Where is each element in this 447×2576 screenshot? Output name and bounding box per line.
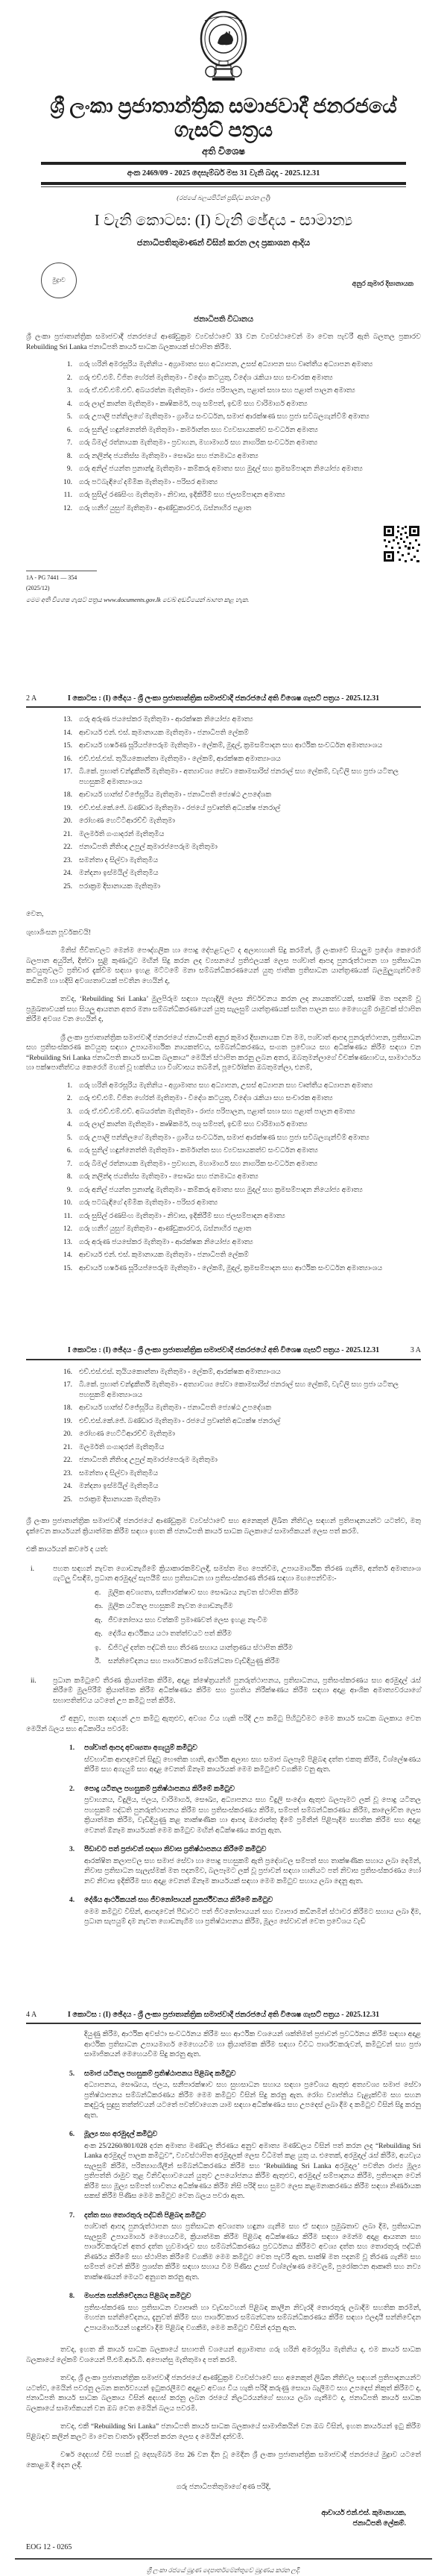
member-item xyxy=(56,1212,421,1222)
signature-block xyxy=(26,2508,421,2529)
member-text: රෝහණ හෙට්ටිආරච්චි මැතිතුමා xyxy=(79,1430,175,1438)
subitem-letter: ආ. xyxy=(95,1603,104,1610)
page-2 xyxy=(0,694,447,1275)
subitem-text: ජීවනෝපාය සහ වත්කම් ප්‍රමාණවත් ලෙස ඉහළ නැංවීම xyxy=(108,1616,267,1624)
member-text: එච්.එස්.එස්. තුයියකොන්තා මැතිතුමා - ලේකම්, ආරක්ෂක අමාත්‍යාංශය xyxy=(79,755,281,763)
task-subitem xyxy=(95,1644,421,1654)
seal-label: මුද්‍රාව xyxy=(52,276,66,283)
member-number: 4. xyxy=(66,400,72,408)
running-header-title: I කොටස : (I) ඡේදය - ශ්‍රී ලංකා ප්‍රජාතාන්ත්‍රික සමාජවාදී ජනරජයේ අති විශෙෂ ගැසට් පත්‍රය - 2025.12.31 xyxy=(67,694,380,703)
member-item xyxy=(56,1417,421,1427)
member-number: 20. xyxy=(63,817,72,825)
member-number: 8. xyxy=(66,1173,72,1181)
signer-name: ආචාර්ය එන්.එස්. කුමානායක, xyxy=(321,2509,406,2517)
member-number: 5. xyxy=(66,413,72,421)
member-text: ආචාර්ය හාන්ස් විජේසූරිය මැතිතුමා - ජනාධිපති ජ්‍යෙෂ්ඨ උපදේශක xyxy=(79,791,272,799)
task-subitem xyxy=(95,1657,421,1668)
member-text: ගරු සුනිල් හඳුන්නෙත්ති මැතිතුමා - කර්මාන්ත සහ ව්‍යවසායකත්ව සංවර්ධන අමාත්‍ය xyxy=(79,426,318,434)
issue-rule-bottom xyxy=(41,183,406,187)
gazette-title: ශ්‍රී ලංකා ප්‍රජාතාන්ත්‍රික සමාජවාදී ජනරජයේ ගැසට් පත්‍රය xyxy=(50,94,397,141)
member-number: 21. xyxy=(63,1443,72,1451)
closing-para1: තවද, ඉහත කී කාර්ය සාධක බලකායේ සභාපති වශයෙන් අග්‍රාමාත්‍ය ගරු හරිනි අමරසූරිය මැතිනිය ද, එම කාර්ය සාධක බලකායේ ලේකම් වශයෙන් පී.එම්.ආර්.බී. අපොන්සු මැතිතුමා ද පත් කරමි. xyxy=(26,2346,421,2364)
member-item xyxy=(56,439,421,449)
subcommittee-number: 5. xyxy=(69,2070,75,2078)
member-number: 12. xyxy=(63,504,72,512)
subcommittee-heading xyxy=(69,1744,421,1754)
member-number: 8. xyxy=(66,452,72,460)
member-number: 13. xyxy=(63,716,72,723)
member-number: 6. xyxy=(66,1147,72,1155)
subcommittee-heading xyxy=(69,2070,421,2080)
subcommittee xyxy=(69,2130,421,2202)
page-number: 3 A xyxy=(410,1346,421,1354)
subcommittee-body: අධ්‍යාපනය, සෞඛ්‍යය, ජලය, සනීපාරක්ෂාව සහ සුභසාධන සහාය සඳහා ප්‍රවේශය ඇතුළු අත්‍යවශ්‍ය සමාජ සේවා ප්‍රතිෂ්ඨාපනය සම්බන්ධීකරණය කිරීම මෙම කමිටුව විසින් සිදු කරනු ඇත. රෝග ව්‍යාප්තිය වැළැක්වීම සහ සහන කඳවුරු සුදුසු තත්ත්වයන් යටතේ පවත්වාගෙන යාම සඳහා අධීක්ෂණය සහ උපදෙස් ලබා දීම ද කමිටුව විසින් සිදු කරනු ඇත. xyxy=(84,2082,421,2120)
member-item xyxy=(56,1146,421,1157)
member-number: 18. xyxy=(63,791,72,799)
member-number: 16. xyxy=(63,755,72,763)
category-heading: ජනාධිපතිතුමාණන් විසින් කරන ලද ප්‍රකාශන ආදිය xyxy=(136,239,311,248)
subcommittee-body: ආරක්ෂිත කලාපවල සහ සමාජ සේවා හා පොදු පහසුකම් ඇති ප්‍රදේශවල සම්පත් සහ තාක්ෂණික සහාය ලබා දෙමින්, නිවාස ප්‍රතිසාධන සැලැස්මක් මත පදනම්ව, බලපෑමට ලක් වූ ප්‍රජාවන් සඳහා හානියට පත් නිවාස ප්‍රතිසංස්කරණය හෝ නව නිවාස ඉදිකිරීම සහ අදාළ වෙනත් ඕනෑම කාර්යයක් සඳහා මෙම කමිටුව සහාය ලබා දෙනු ඇත. xyxy=(84,1857,421,1885)
by-order-line: ගරු ජනාධිපතිතුමාගේ අණ පරිදි, xyxy=(176,2484,271,2491)
member-item xyxy=(56,465,421,475)
member-number: 15. xyxy=(63,742,72,750)
subitem-letter: ඇ. xyxy=(95,1616,103,1624)
download-note: මෙම අති විශෙෂ ගැසට් පත්‍රය www.documents.gov.lk වෙබ් අඩවියෙන් බාගත කළ හැක. xyxy=(26,596,250,603)
member-text: සමන්තා ද සිල්වා මැතිතුමිය xyxy=(79,856,159,864)
member-text: ගරු ලාල් කාන්ත මැතිතුමා - කෘෂිකර්ම, පශු සම්පත්, ඉඩම් සහ වාරිමාර්ග අමාත්‍ය xyxy=(79,1121,308,1128)
member-text: ගරු එච්.එම්. විජිත හේරත් මැතිතුමා - විදේශ කටයුතු, විදේශ රැකියා සහ සංචාරක අමාත්‍ය xyxy=(79,374,333,382)
directive-intro: ශ්‍රී ලංකා ප්‍රජාතාන්ත්‍රික සමාජවාදී ජනරජයේ ආණ්ඩුක්‍රම ව්‍යවස්ථාවේ 33 වන ව්‍යවස්ථාවෙන් මා වෙත පැවරී ඇති බලතල ප්‍රකාරව Rebuilding Sri Lanka ජනාධිපති කාර්ය සාධක බලකායක් ස්ථාපිත කිරීම. xyxy=(26,333,421,351)
subcommittee-heading xyxy=(69,2130,421,2140)
subcommittee xyxy=(69,1744,421,1776)
member-number: 25. xyxy=(63,882,72,890)
member-item xyxy=(56,360,421,371)
president-name: අනුර කුමාර දිසානායක xyxy=(352,279,413,287)
member-item xyxy=(56,1469,421,1480)
footnote-ref: 1A - PG 7441 — 354 (2025/12) xyxy=(26,571,97,593)
member-text: ගරු උපාලි පන්නිලගේ මැතිතුමා - ග්‍රාමීය සංවර්ධන, සමාජ ආරක්ෂණ සහ ප්‍රජා සවිබලගැන්වීම් අමාත්‍ය xyxy=(79,1134,370,1142)
member-item xyxy=(56,1404,421,1414)
member-text: ගරු හරිනි අමරසූරිය මැතිනිය - අග්‍රාමාත්‍ය සහ අධ්‍යාපන, උසස් අධ්‍යාපන සහ වෘත්තීය අධ්‍යාපන අමාත්‍ය xyxy=(79,361,373,368)
member-item xyxy=(56,374,421,384)
member-item xyxy=(56,817,421,827)
subcommittee xyxy=(69,2211,421,2284)
member-item xyxy=(56,869,421,879)
member-item xyxy=(56,791,421,801)
running-header-title: I කොටස : (I) ඡේදය - ශ්‍රී ලංකා ප්‍රජාතාන්ත්‍රික සමාජවාදී ජනරජයේ අති විශෙෂ ගැසට් පත්‍රය - 2025.12.31 xyxy=(67,1346,380,1354)
members-list-1-12 xyxy=(26,360,421,514)
member-item xyxy=(56,1251,421,1261)
task-text: පහත සඳහන් නැවත ගොඩනැගීමේ ක්‍රියාකාරකම්වලදී, සමස්ත මඟ පෙන්වීම, උපායමාර්ගික තීරණ ගැනීම, අන්තර් අමාත්‍යාංශ ගැටලු විසඳීම, ප්‍රධාන අරමුදල් සැපයීම් සහ ප්‍රතිසාධන හා ප්‍රතිසංස්කරණ තීරණ සඳහා මඟපෙන්වීම:- xyxy=(53,1565,421,1583)
subcommittee xyxy=(69,1785,421,1837)
subcommittee-body: ස්වභාවික ආපදාවෙන් සිදුවූ භෞතික හානි, ආර්ථික අලාභ සහ සමාජ බලපෑම් පිළිබඳ දත්ත එකතු කිරීම, විශ්ලේෂණය කිරීම සහ අගැයුම් සහ අදාළ වෙනත් ඕනෑම කාර්යයක් මෙම කමිටුවේ වගකීම වනු ඇත. xyxy=(84,1756,421,1774)
letter-para2: තවද, ‘Rebuilding Sri Lanka’ මුලපිරුම සඳහා පැහැදිලි ලෙස නිර්වචනය කරන ලද නායකත්වයක්, සාක්ෂි මත පදනම් වූ ප්‍රමුඛතාවයක් සහ සියලු ආයතන අතර මනා සම්බන්ධීකරණයෙන් යුතු සැලසුම් යාන්ත්‍රණයක් සහිත පාලන සහ මෙහෙයුම් රාමුවක් ස්ථාපිත කිරීම අවශ්‍ය වන හෙයින් ද, xyxy=(26,996,421,1023)
member-text: ගරු ඒ.එච්.එම්.එච්. අබයරත්න මැතිතුමා - රාජ්‍ය පරිපාලන, පළාත් සභා සහ පළාත් පාලන අමාත්‍ය xyxy=(79,1108,355,1116)
member-text: එච්.එස්.එස්. තුයියකොන්තා මැතිතුමා - ලේකම්, ආරක්ෂක අමාත්‍යාංශය xyxy=(79,1368,281,1376)
member-text: ගරු පටබැඳිගේ දම්මික මැතිතුමා - පරිසර අමාත්‍ය xyxy=(79,478,218,486)
member-item xyxy=(56,1186,421,1196)
imprint-rule xyxy=(15,2558,432,2560)
member-item xyxy=(56,1160,421,1170)
subcommittee-body: අංක 25/2260/801/028 දරන අමාත්‍ය මණ්ඩල තීරණය අනුව අමාත්‍ය මණ්ඩලය විසින් පත් කරන ලද “Rebuilding Sri Lanka අරමුදල් පාලක කමිටුව”, ව්‍යවස්ථාපිත අරමුදලක් ලෙස විධිමත් කළ යුතු ය. එතෙක්, අරමුදල් රැස් කිරීම, අයවැය සැලසුම් කිරීම, පරිත්‍යාගශීලීන් සම්බන්ධීකරණය කිරීම සහ ‘Rebuilding Sri Lanka අරමුදල’ පවතින රාජ්‍ය මූල්‍ය ප්‍රතිපත්ති රාමුව තුළ විනිවිදභාවයෙන් යුතුව උපයෝජනය කිරීම ඇතුළුව, අරමුදල් සම්පාදනය කිරීම, ප්‍රතිපාදන වෙන් කිරීම සහ මූල්‍ය සම්පත් භාවිතය අධීක්ෂණය කිරීම නිසි පරිදි සහ සුමට ලෙස කළමනාකරණය කිරීම සඳහා නිර්ණායක සකස් කිරීම පිණිස මෙම කමිටුව වෙත බලය පවරා ඇත. xyxy=(84,2142,421,2200)
member-number: 13. xyxy=(63,1238,72,1246)
member-number: 5. xyxy=(66,1134,72,1142)
member-item xyxy=(56,1264,421,1275)
member-text: ආචාර්ය හර්ෂණ සූරියප්පෙරුම මැතිතුමා - ලේකම්, මුදල්, ක්‍රමසම්පාදන සහ ආර්ථික සංවර්ධන අමාත්‍යාංශය xyxy=(79,1264,383,1272)
page-number: 2 A xyxy=(26,694,37,703)
member-item xyxy=(56,882,421,893)
member-item xyxy=(56,1443,421,1454)
member-text: බී.කේ. ප්‍රභාත් චන්ද්‍රකීර්ති මැතිතුමා - අත්‍යාවශ්‍ය සේවා කොමසාරිස් ජනරාල් සහ ලේකම්, වැවිලි සහ ප්‍රජා යටිතල පහසුකම් අමාත්‍යාංශය xyxy=(79,768,399,786)
member-number: 11. xyxy=(63,491,72,499)
member-text: ගරු සුසිල් රණසිංහ මැතිතුමා - නිවාස, ඉදිකිරීම් සහ ජලසම්පාදන අමාත්‍ය xyxy=(79,1212,285,1220)
subcommittee xyxy=(69,2070,421,2122)
member-item xyxy=(56,452,421,462)
subcommittee-4 xyxy=(69,1896,421,1928)
member-text: එච්.එස්.කේ.ජේ. බණ්ඩාර මැතිතුමා - රජයේ ප්‍රවෘත්ති අධ්‍යක්ෂ ජනරාල් xyxy=(79,804,281,812)
subcommittee-body: පශ්චාත් ආපදා පුනරුත්ථාපන සහ ප්‍රතිසාධන අවශ්‍යතා හඳුනා ගැනීම සහ ඒ සඳහා ප්‍රමුඛතාව ලබා දීම, ප්‍රතිසාධන සැලසුම් උපායමාර්ග මෙහෙයවීම, ක්‍රියාත්මක කිරීම පිළිබඳ අධීක්ෂණය කිරීම සඳහා මෙන්ම අදාළ ආයතන සහ පාර්ශ්වකරුවන් අතර දත්ත හුවමාරුව සහ සම්බන්ධීකරණය ප්‍රවර්ධනය කිරීමට අවශ්‍ය දත්ත සහ තොරතුරු පද්ධති නිර්ණය කිරීමේ සහ ස්ථාපිත කිරීමේ වගකීම මෙම කමිටුව වෙත පැවරී ඇත. සාක්ෂි මත පදනම් වූ තීරණ ගැනීම සහ සම්පත් වෙන් කිරීම ප්‍රශස්ත කිරීම සඳහා සහාය වීම පිණිස උසස් විශ්ලේෂණ මෙවලම්, පුරෝකථන ආකෘති සහ නව්‍ය තාක්ෂණයන් මෙයට අනුගත කරනු ඇත. xyxy=(84,2223,421,2281)
member-text: ගරු උපාලි පන්නිලගේ මැතිතුමා - ග්‍රාමීය සංවර්ධන, සමාජ ආරක්ෂණ සහ ප්‍රජා සවිබලගැන්වීම් අමාත්‍ය xyxy=(79,413,370,421)
letter-salutation: ශුභාශිංසන පූර්වකවයි! xyxy=(26,929,92,937)
member-number: 22. xyxy=(63,1457,72,1464)
member-number: 3. xyxy=(66,1108,72,1116)
member-number: 10. xyxy=(63,478,72,486)
member-item xyxy=(56,1495,421,1506)
member-item xyxy=(56,843,421,853)
member-item xyxy=(56,856,421,867)
member-number: 20. xyxy=(63,1430,72,1438)
subitem-letter: අ. xyxy=(95,1589,101,1597)
member-number: 6. xyxy=(66,426,72,434)
member-number: 18. xyxy=(63,1404,72,1412)
directive-heading: ජනාධිපති විධානය xyxy=(194,315,253,324)
member-number: 7. xyxy=(66,439,72,447)
subcommittee-title: මූල්‍ය සහ අරමුදල් කමිටුව xyxy=(84,2131,158,2138)
subcommittee-heading xyxy=(69,2292,421,2302)
running-header-title: I කොටස : (I) ඡේදය - ශ්‍රී ලංකා ප්‍රජාතාන්ත්‍රික සමාජවාදී ජනරජයේ අති විශෙෂ ගැසට් පත්‍රය - 2025.12.31 xyxy=(67,2010,380,2019)
member-number: 10. xyxy=(63,1199,72,1207)
member-item xyxy=(56,715,421,726)
member-text: ගරු අනිල් ජයන්ත ප්‍රනාන්දු මැතිතුමා - කම්කරු අමාත්‍ය සහ මුදල් සහ ක්‍රමසම්පාදන නියෝජ්‍ය අමාත්‍ය xyxy=(79,1186,363,1194)
subcommittee-heading xyxy=(69,1896,421,1906)
member-number: 1. xyxy=(66,1081,72,1090)
member-item xyxy=(56,830,421,841)
authority-note: (රජයේ බලයපිටින් ප්‍රසිද්ධ කරන ලදී) xyxy=(177,193,270,201)
page-3 xyxy=(0,1345,447,1928)
subcommittee-title: පීඩාවට පත් ප්‍රජාවන් සඳහා නිවාස ප්‍රතිෂ්ඨාපනය කිරීමේ කමිටුව xyxy=(84,1846,267,1853)
subcommittee xyxy=(69,1845,421,1887)
member-item xyxy=(56,729,421,739)
member-item xyxy=(56,1456,421,1466)
running-header-page4 xyxy=(26,2010,421,2025)
member-text: ගරු පටබැඳිගේ දම්මික මැතිතුමා - පරිසර අමාත්‍ය xyxy=(79,1199,218,1207)
issue-rule-top xyxy=(41,162,406,183)
member-item xyxy=(56,1368,421,1378)
page1-footnote xyxy=(26,571,421,606)
member-number: 17. xyxy=(63,768,72,776)
member-number: 9. xyxy=(66,1186,72,1194)
member-item xyxy=(56,1380,421,1401)
subitem-text: මූලික අවශ්‍යතා, සනීපාරක්ෂාව සහ සෞඛ්‍යය නැවත ස්ථාපිත කිරීම xyxy=(108,1589,299,1597)
member-text: ගරු සුනිල් හඳුන්නෙත්ති මැතිතුමා - කර්මාන්ත සහ ව්‍යවසායකත්ව සංවර්ධන අමාත්‍ය xyxy=(79,1147,318,1155)
subcommittees-5-8 xyxy=(26,2070,421,2334)
member-text: ගරු හනීෆ් යුසුෆ් මැතිතුමා - ආණ්ඩුකාරවර, බස්නාහිර පළාත xyxy=(79,504,252,512)
member-text: ජනාධිපති නීතිඥ උපුල් කුමාරප්පෙරුම මැතිතුමා xyxy=(79,844,218,851)
member-text: පරාක්‍රම දිසානායක මැතිතුමා xyxy=(79,1495,161,1504)
task-i xyxy=(26,1565,421,1585)
subcommittee-title: මහජන සන්නිවේදනය පිළිබඳ කමිටුව xyxy=(84,2293,191,2300)
member-text: ජනාධිපති නීතිඥ උපුල් කුමාරප්පෙරුම මැතිතුමා xyxy=(79,1457,218,1464)
member-item xyxy=(56,1482,421,1492)
member-text: ගරු ඒ.එච්.එම්.එච්. අබයරත්න මැතිතුමා - රාජ්‍ය පරිපාලන, පළාත් සභා සහ පළාත් පාලන අමාත්‍ය xyxy=(79,387,355,395)
member-text: ආචාර්ය හාන්ස් විජේසූරිය මැතිතුමා - ජනාධිපති ජ්‍යෙෂ්ඨ උපදේශක xyxy=(79,1404,272,1412)
member-item xyxy=(56,412,421,423)
members-list-13-25 xyxy=(26,715,421,892)
task-subitem xyxy=(95,1630,421,1640)
subcommittee-number: 6. xyxy=(69,2131,75,2138)
member-text: ගරු හරිනි අමරසූරිය මැතිනිය - අග්‍රාමාත්‍ය සහ අධ්‍යාපන, උසස් අධ්‍යාපන සහ වෘත්තීය අධ්‍යාපන අමාත්‍ය xyxy=(79,1081,373,1090)
member-number: 14. xyxy=(63,729,72,737)
member-text: ගරු අනිල් ජයන්ත ප්‍රනාන්දු මැතිතුමා - කම්කරු අමාත්‍ය සහ මුදල් සහ ක්‍රමසම්පාදන නියෝජ්‍ය අමාත්‍ය xyxy=(79,465,363,473)
member-number: 2. xyxy=(66,1095,72,1102)
member-number: 25. xyxy=(63,1495,72,1504)
member-number: 22. xyxy=(63,844,72,851)
closing-para2: තවද, ශ්‍රී ලංකා ප්‍රජාතාන්ත්‍රික සමාජවාදී ජනරජයේ ආණ්ඩුක්‍රම ව්‍යවස්ථාවේ සහ අනෙකුත් ලිඛිත නීතිවල සඳහන් ප්‍රතිපාදනයන්ට යටත්ව, මෙයින් පවරනු ලබන කර්තව්‍යයන් ඉටුකරලීමට අදාළව අවශ්‍ය විය හැකි පරිදි කරුණු සොයා බැලීමට සහ උපදෙස් නිකුත් කිරීමට ද, ජනාධිපති කාර්ය සාධක බලකාය විසින් අදහස් කරනු ලබන රජයේ නිලධරයන්ගේ සහාය ලබා ගැනීමට ද, ජනාධිපති කාර්ය සාධක බලකායේ සාමාජිකයන් වන ඔබ වෙත මෙයින් බලය පවරමි. xyxy=(26,2375,421,2413)
member-text: ආචාර්ය එන්. එස්. කුමානායක මැතිතුමා - ජනාධිපති ලේකම් xyxy=(79,1251,249,1259)
member-item xyxy=(56,1430,421,1440)
subcommittee-title: සමාජ යටිතල පහසුකම් ප්‍රතිෂ්ඨාපනය පිළිබඳ කමිටුව xyxy=(84,2070,236,2078)
member-text: ගරු සුසිල් රණසිංහ මැතිතුමා - නිවාස, ඉදිකිරීම් සහ ජලසම්පාදන අමාත්‍ය xyxy=(79,491,285,499)
member-text: ගරු නලින්ද ජයතිස්ස මැතිතුමා - සෞඛ්‍ය සහ ජනමාධ්‍ය අමාත්‍ය xyxy=(79,452,259,460)
subcommittee-number: 1. xyxy=(69,1744,75,1752)
member-item xyxy=(56,1238,421,1248)
letter-to: වෙත, xyxy=(26,911,44,918)
gazette-edition: අති විශෙෂ xyxy=(201,145,246,157)
subcommittee-heading xyxy=(69,1845,421,1856)
member-number: 19. xyxy=(63,804,72,812)
subcommittees-1-3 xyxy=(26,1744,421,1887)
subcommittee-title: දත්ත සහ තොරතුරු පද්ධති පිළිබඳ කමිටුව xyxy=(84,2211,206,2220)
member-text: ගරු ලාල් කාන්ත මැතිතුමා - කෘෂිකර්ම, පශු සම්පත්, ඉඩම් සහ වාරිමාර්ග අමාත්‍ය xyxy=(79,400,308,408)
subcommittee-heading xyxy=(69,1785,421,1795)
part-heading: I වැනි කොටස: (I) වැනි ඡේදය - සාමාන්‍ය xyxy=(94,211,353,229)
member-item xyxy=(56,767,421,788)
issue-number-line: අංක 2469/09 - 2025 දෙසැම්බර් මස 31 වැනි බදාදා - 2025.12.31 xyxy=(127,169,320,178)
member-text: සමන්තා ද සිල්වා මැතිතුමිය xyxy=(79,1469,159,1477)
member-item xyxy=(56,491,421,501)
presidential-seal xyxy=(41,263,77,298)
member-number: 7. xyxy=(66,1160,72,1168)
subitem-text: සන්නිවේදනය සහ පාර්ශවකාර සම්බන්ධතා වැඩිදියුණු කිරීම xyxy=(108,1658,280,1665)
subitem-letter: ඊ. xyxy=(95,1658,101,1665)
member-item xyxy=(56,1134,421,1144)
subitem-text: දේශීය ආර්ථිකය යථා තත්ත්වයට පත් කිරීම xyxy=(108,1630,232,1638)
subcommittees-intro: ඒ අනුව, පහත සඳහන් උප කමිටු ඇතුළුව, අවශ්‍ය විය හැකි පරිදි උප කමිටු පිහිටුවීමට මෙම කාර්ය සාධක බලකාය වෙත මෙයින් බලය සහ අධිකාරිය පවරමි: xyxy=(26,1715,421,1733)
qr-row xyxy=(26,524,421,563)
subcommittee-title: දේශීය ආර්ථිකයන් සහ ජීවනෝපායන් පුනර්ජීවනය කිරීමේ කමිටුව xyxy=(84,1897,273,1904)
member-item xyxy=(56,1225,421,1235)
signer-title: ජනාධිපති ලේකම්. xyxy=(352,2519,406,2528)
member-number: 1. xyxy=(66,361,72,368)
member-number: 2. xyxy=(66,374,72,382)
printer-imprint: ශ්‍රී ලංකා රජයේ මුද්‍රණ දෙපාර්තමේන්තුවේ මුද්‍රණය කරන ලදී. xyxy=(146,2566,301,2574)
subcommittee-4-continued: දියුණු කිරීම, ආර්ථික අවස්ථා සංවර්ධනය කිරීම සහ ආර්ථික වශයෙන් ශක්තිමත් ප්‍රජාවන් ප්‍රවර්ධනය කිරීම සඳහා අදාළ ආර්ථික ප්‍රතිසාධන උපායමාර්ග මෙහෙයවීම හා ක්‍රියාත්මක කිරීම සඳහා විවිධ පාර්ශ්වකරුවන්, කමිටුවන් සහ ප්‍රජා සාමාජිකයන් මෙහෙයවීම සිදු කරනු ඇත. xyxy=(84,2031,421,2058)
member-text: ගරු අරුණ ජයසේකර මැතිතුමා - ආරක්ෂක නියෝජ්‍ය අමාත්‍ය xyxy=(79,1238,253,1246)
closing-dated: වර්ෂ දෙදහස් විසි පහක් වූ දෙසැම්බර් මස 26 වන දින වූ මෙදින ශ්‍රී ලංකා ප්‍රජාතාන්ත්‍රික සමාජවාදී ජනරජයේ මුද්‍රාව යටතේ කොළඹ දී දෙන ලදී. xyxy=(26,2451,421,2469)
subcommittee xyxy=(69,2292,421,2334)
member-item xyxy=(56,1081,421,1092)
member-text: ගරු එච්.එම්. විජිත හේරත් මැතිතුමා - විදේශ කටයුතු, විදේශ රැකියා සහ සංචාරක අමාත්‍ය xyxy=(79,1095,333,1102)
member-text: මලර්මති ගංගාදරන් මැතිතුමිය xyxy=(79,830,165,838)
members-list-repeat-1-15 xyxy=(26,1081,421,1275)
subcommittee-number: 8. xyxy=(69,2293,75,2300)
tasks-intro: එකී කාර්යයන් කවරේ ද යත්: xyxy=(26,1546,108,1554)
letter-para3: ශ්‍රී ලංකා ප්‍රජාතාන්ත්‍රික සමාජවාදී ජනරජයේ ජනාධිපති අනුර කුමාර දිසානායක වන මම, පශ්චාත් ආපදා පුනරුත්ථාපන, ප්‍රතිසාධන සහ ප්‍රතිසංස්කරණ කටයුතු සඳහා උපායමාර්ගික නායකත්වය, සම්බන්ධීකරණය, සංගත ප්‍රවේශය සහ අධීක්ෂණය කිරීම සඳහා වන “Rebuilding Sri Lanka ජනාධිපති කාර්ය සාධක බලකාය” මෙයින් ස්ථාපිත කරනු ලබන අතර, ඔබතුමන්ලාගේ විචක්ෂණභාවය, සාමාර්ථ්‍යය හා පක්ෂපාතීත්වය කෙරෙහි මහත් වූ භක්තිය හා විශ්වාසය තබමින්, පූර්වෝක්ත ඔබතුමන්ලා, එනම්, xyxy=(26,1034,421,1072)
member-number: 14. xyxy=(63,1251,72,1259)
member-number: 11. xyxy=(63,1212,72,1220)
task-subitem xyxy=(95,1602,421,1612)
member-item xyxy=(56,755,421,765)
subitem-text: මූලික යටිතල පහසුකම් නැවත ගොඩනැගීම xyxy=(108,1603,233,1610)
member-text: බී.කේ. ප්‍රභාත් චන්ද්‍රකීර්ති මැතිතුමා - අත්‍යාවශ්‍ය සේවා කොමසාරිස් ජනරාල් සහ ලේකම්, වැවිලි සහ ප්‍රජා යටිතල පහසුකම් අමාත්‍යාංශය xyxy=(79,1381,399,1399)
national-emblem-icon xyxy=(26,0,421,91)
member-text: ගරු බිමල් රත්නායක මැතිතුමා - ප්‍රවාහන, මහාමාර්ග සහ නාගරික සංවර්ධන අමාත්‍ය xyxy=(79,1160,318,1168)
member-item xyxy=(56,1172,421,1183)
subcommittee-body: මෙම කමිටුව විසින්, ආපදාවෙන් පීඩාවට පත් ජීවනෝපායයන් සහ ව්‍යාපාර කඩිනමින් ස්ථාවර කිරීමට සහාය ලබා දීම, ප්‍රධාන සැපයුම් දාම නැවත ගොඩනැගීම හා ප්‍රතිෂ්ඨාපනය කිරීම, මූල්‍ය සේවාවන් වෙත ප්‍රවේශය වැඩි xyxy=(84,1908,421,1926)
member-number: 16. xyxy=(63,1368,72,1376)
member-number: 4. xyxy=(66,1121,72,1128)
member-text: මන්දනා ඉස්මයිල් මැතිතුමිය xyxy=(79,1483,159,1490)
page-1 xyxy=(0,0,447,606)
page-gap-3 xyxy=(0,1928,447,2010)
running-header-page3 xyxy=(26,1345,421,1360)
member-number: 17. xyxy=(63,1381,72,1389)
member-number: 23. xyxy=(63,856,72,864)
gazette-reference: EOG 12 - 0265 xyxy=(26,2542,72,2551)
subcommittee-body: ප්‍රවාහනය, විදුලිය, ජලය, වාරිමාර්ග, සෞඛ්‍ය, අධ්‍යාපනය සහ විදුලි සංදේශ ඇතුළු බලපෑමට ලක් වූ පොදු යටිතල පහසුකම් පද්ධති පුනරුත්ථාපනය කිරීම සහ ප්‍රතිසංස්කරණය කිරීම, සම්පත් සම්බන්ධීකරණය කිරීම, කාලෝචිත ලෙස ක්‍රියාත්මක කිරීම, වැඩිදියුණු කළ තාක්ෂණික හා ආපදා ඔරොත්තු දීමේ ප්‍රමිතීන් පිළිපැදීම සහතික කිරීම සහ අදාළ වෙනත් ඕනෑම කාර්යයක් මෙම කමිටුව මඟින් අධීක්ෂණය කරනු ඇත. xyxy=(84,1797,421,1835)
page-number: 4 A xyxy=(26,2010,37,2019)
member-item xyxy=(56,804,421,814)
member-number: 15. xyxy=(63,1264,72,1272)
member-number: 12. xyxy=(63,1225,72,1233)
member-text: ගරු නලින්ද ජයතිස්ස මැතිතුමා - සෞඛ්‍ය සහ ජනමාධ්‍ය අමාත්‍ය xyxy=(79,1173,259,1181)
member-item xyxy=(56,741,421,752)
member-number: 19. xyxy=(63,1417,72,1425)
member-item xyxy=(56,1094,421,1105)
page-4 xyxy=(0,2010,447,2553)
task-ii xyxy=(26,1677,421,1707)
member-number: 9. xyxy=(66,465,72,473)
page-gap-1 xyxy=(0,606,447,694)
subcommittee-title: පශ්චාත් ආපදා අවශ්‍යතා අගැයුම් කමිටුව xyxy=(84,1744,198,1752)
qr-code-icon xyxy=(382,524,421,563)
running-header-page2 xyxy=(26,694,421,709)
member-text: ගරු අරුණ ජයසේකර මැතිතුමා - ආරක්ෂක නියෝජ්‍ය අමාත්‍ය xyxy=(79,716,253,723)
task-number: i. xyxy=(31,1565,35,1573)
member-text: මලර්මති ගංගාදරන් මැතිතුමිය xyxy=(79,1443,165,1451)
member-item xyxy=(56,1120,421,1131)
member-item xyxy=(56,1108,421,1118)
members-list-repeat-16-25 xyxy=(26,1368,421,1506)
member-number: 24. xyxy=(63,1483,72,1490)
seal-signature-row xyxy=(26,263,421,298)
member-item xyxy=(56,504,421,515)
task-text: ප්‍රධාන කමිටුවේ තීරණ ක්‍රියාත්මක කිරීම, අදාළ ක්ෂේත්‍රයන්හි පුනරුත්ථාපනය, ප්‍රතිසාධනය, ප්‍රතිසංස්කරණය සහ අරමුදල් රැස් කිරීමේ මුලපිරීම් ක්‍රියාත්මක කිරීම අධීක්ෂණය කිරීම සහ ප්‍රගතිය නිරීක්ෂණය කිරීම සඳහා අදාළ ආංශික අමාත්‍යවරයාගේ සභාපතිත්වය යටතේ උප කමිටු පත් කිරීම. xyxy=(53,1677,421,1705)
task-number: ii. xyxy=(31,1677,37,1685)
subcommittee-title: පොදු යටිතල පහසුකම් ප්‍රතිෂ්ඨාපනය කිරීමේ කමිටුව xyxy=(84,1785,235,1793)
member-item xyxy=(56,1199,421,1209)
member-text: පරාක්‍රම දිසානායක මැතිතුමා xyxy=(79,882,161,890)
task-subitem xyxy=(95,1616,421,1627)
member-text: ආචාර්ය හර්ෂණ සූරියප්පෙරුම මැතිතුමා - ලේකම්, මුදල්, ක්‍රමසම්පාදන සහ ආර්ථික සංවර්ධන අමාත්‍යාංශය xyxy=(79,742,383,750)
closing-para3: තවද, එකී “Rebuilding Sri Lanka” ජනාධිපති කාර්ය සාධක බලකායේ සාමාජිකයින් වන ඔබ විසින්, ඉහත කාර්යයන් ඉටු කිරීම පිළිබඳව කලින් කලට මා වෙත වාර්තා ඉදිරිපත් කරන ලෙස ද මෙයින් දන්වමි. xyxy=(26,2423,421,2441)
member-item xyxy=(56,386,421,397)
task-i-subitems xyxy=(26,1589,421,1668)
letter-para1: මිනිස් ජීවිතවලට මෙන්ම පෞද්ගලික හා පොදු දේපළවලට ද අලාභහානි සිදු කරමින්, ශ්‍රී ලංකාවේ සියලුම ප්‍රදේශ කෙරෙහි බලපාන අයුරින්, දිත්වා සුළි කුණාටුව මඟින් සිදු කරන ලද ව්‍යසනයේ ප්‍රතිඵලයක් ලෙස පශ්චාත් ආපදා පුනරුත්ථාපන හා ප්‍රතිසාධන කටයුතුවලට ප්‍රතිචාර දැක්වීම සඳහා ඉහළ මට්ටමේ මනා සම්බන්ධීකරණයෙන් යුතු ජාතික ප්‍රතිසාධන යාන්ත්‍රණයක් බලමුලුගැන්වීමේ කඩිනම් හා හදිසි අවශ්‍යතාවයක් පවතින හෙයින් ද, xyxy=(26,947,421,985)
subcommittee-number: 7. xyxy=(69,2211,75,2220)
member-number: 23. xyxy=(63,1469,72,1477)
member-text: ගරු බිමල් රත්නායක මැතිතුමා - ප්‍රවාහන, මහාමාර්ග සහ නාගරික සංවර්ධන අමාත්‍ය xyxy=(79,439,318,447)
member-number: 3. xyxy=(66,387,72,395)
member-item xyxy=(56,426,421,436)
subitem-letter: ඈ. xyxy=(95,1630,103,1638)
member-text: ගරු හනීෆ් යුසුෆ් මැතිතුමා - ආණ්ඩුකාරවර, බස්නාහිර පළාත xyxy=(79,1225,252,1233)
task-subitem xyxy=(95,1589,421,1599)
member-text: එච්.එස්.කේ.ජේ. බණ්ඩාර මැතිතුමා - රජයේ ප්‍රවෘත්ති අධ්‍යක්ෂ ජනරාල් xyxy=(79,1417,281,1425)
subitem-letter: ඉ. xyxy=(95,1644,101,1652)
member-number: 21. xyxy=(63,830,72,838)
subcommittee-body: ප්‍රතිසංස්කරණ සහ ප්‍රතිසාධන ව්‍යාපෘති හා වැඩසටහන් පිළිබඳ කාලීන නිවැරදි තොරතුරු ලබාදීම සහතික කරමින්, මහජන සන්නිවේදනය, දැනුවත් කිරීම සහ පාර්ශ්වකාර සම්බන්ධතා සම්බන්ධීකරණය කිරීම සඳහා ඵලදායී සන්නිවේදන උපායමාර්ගයන් හඳුන්වා දීම පිළිබඳ වගකීම, මෙම කමිටුව විසින් දරනු ඇත. xyxy=(84,2304,421,2332)
member-item xyxy=(56,400,421,410)
page-gap-2 xyxy=(0,1277,447,1345)
member-text: මන්දනා ඉස්මයිල් මැතිතුමිය xyxy=(79,870,159,877)
member-text: රෝහණ හෙට්ටිආරච්චි මැතිතුමා xyxy=(79,817,175,825)
subcommittee-number: 2. xyxy=(69,1785,75,1793)
subitem-text: ඩිජිටල් දත්ත පද්ධති සහ තීරණ සහාය යාන්ත්‍රණය ස්ථාපිත කිරීම xyxy=(108,1644,293,1652)
member-item xyxy=(56,478,421,489)
appointment-para: ශ්‍රී ලංකා ප්‍රජාතාන්ත්‍රික සමාජවාදී ජනරජයේ ආණ්ඩුක්‍රම ව්‍යවස්ථාවේ සහ අනෙකුත් ලිඛිත නීතිවල සඳහන් ප්‍රතිපාදනයන්ට යටත්ව, මතු දැක්වෙන කාර්යයන් ක්‍රියාත්මක කිරීම සඳහා ඉහත කී ජනාධිපති කාර්ය සාධක බලකායේ සාමාජිකයන් ලෙස පත් කරමි. xyxy=(26,1518,421,1536)
subcommittee-number: 3. xyxy=(69,1846,75,1853)
member-number: 24. xyxy=(63,870,72,877)
member-text: ආචාර්ය එන්. එස්. කුමානායක මැතිතුමා - ජනාධිපති ලේකම් xyxy=(79,729,249,737)
subcommittee-heading xyxy=(69,2211,421,2222)
subcommittee-number: 4. xyxy=(69,1897,75,1904)
